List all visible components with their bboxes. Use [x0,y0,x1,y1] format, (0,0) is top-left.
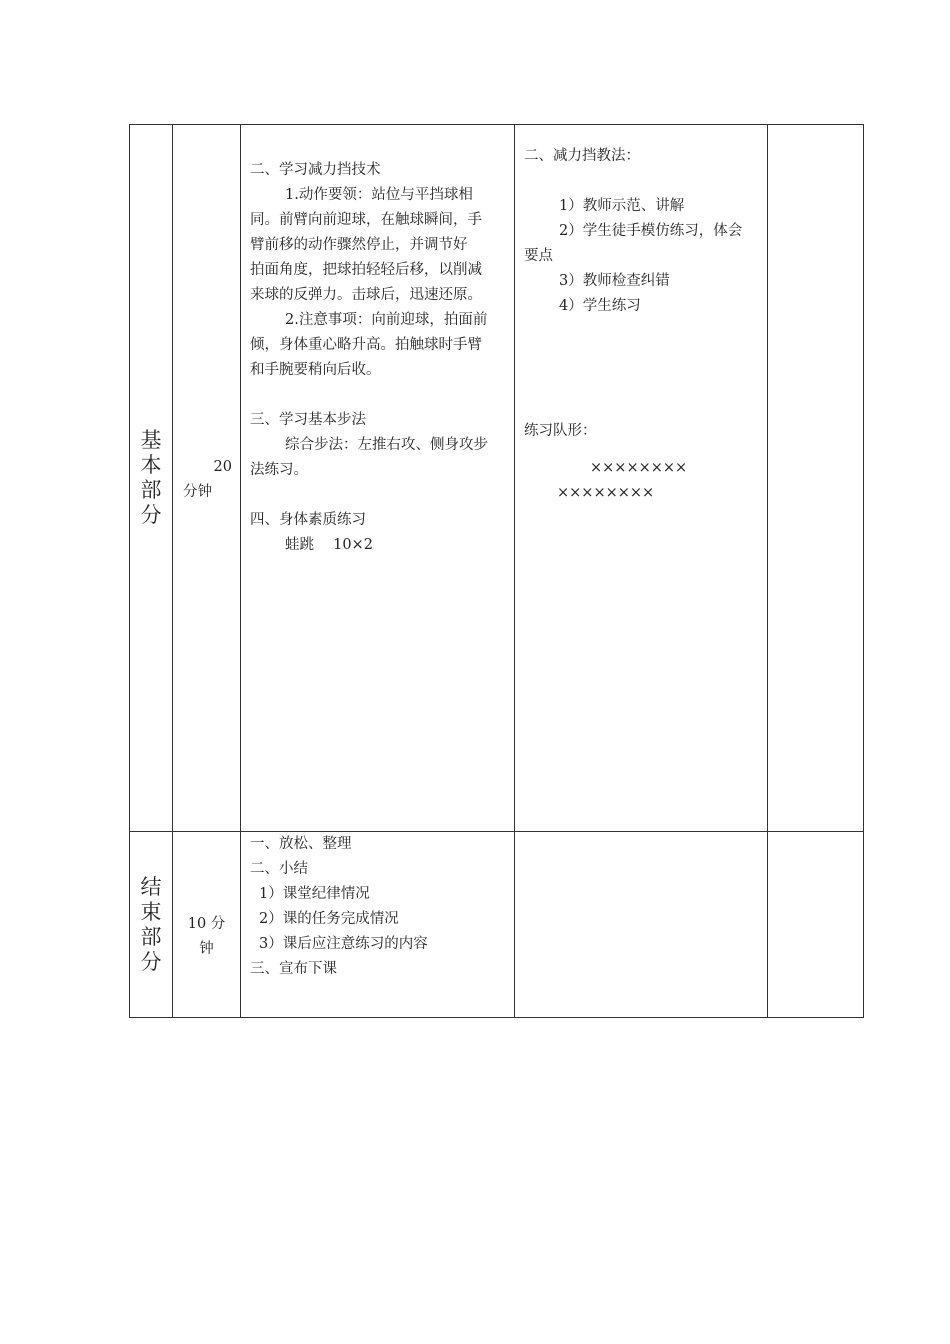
content-line: 综合步法：左推右攻、侧身攻步 [285,437,488,453]
section-char: 部 [140,924,162,949]
content-cell [241,125,515,832]
section-label-end [130,832,172,1017]
content-line: 臂前移的动作骤然停止，并调节好 [250,237,468,253]
method-item: 2）学生徒手模仿练习，体会 [559,223,743,239]
basic-section-row [130,125,864,832]
time-unit: 分钟 [183,484,212,500]
content-line: 1.动作要领：站位与平挡球相 [285,187,473,203]
content-line: 2.注意事项：向前迎球，拍面前 [285,312,488,328]
time-value: 10 分 [187,916,226,932]
content-line: 同。前臂向前迎球，在触球瞬间，手 [250,212,482,228]
section-char: 结 [140,874,162,899]
method-item: 1）教师示范、讲解 [559,198,685,214]
content-line: 来球的反弹力。击球后，迅速还原。 [250,287,482,303]
content-line: 法练习。 [250,462,308,478]
content-heading: 二、学习减力挡技术 [250,162,381,178]
method-cell [515,832,768,1018]
formation-row: ×××××××× [557,485,655,501]
content-line: 3）课后应注意练习的内容 [259,936,428,952]
content-line: 和手腕要稍向后收。 [250,362,381,378]
content-line: 拍面角度，把球拍轻轻后移，以削减 [250,262,482,278]
section-char: 本 [140,453,162,477]
section-label-basic [130,125,172,831]
section-label-cell [130,832,173,1018]
content-line: 二、小结 [250,861,308,877]
method-item: 4）学生练习 [559,298,641,314]
content-line: 三、宣布下课 [250,961,337,977]
content-line: 蛙跳 10×2 [285,537,373,553]
section-char: 束 [140,899,162,924]
content-cell [241,832,515,1018]
notes-cell [768,832,864,1018]
time-cell [173,832,241,1018]
time-unit: 钟 [199,941,214,957]
content-line: 一、放松、整理 [250,836,352,852]
content-line: 1）课堂纪律情况 [259,886,370,902]
formation-row: ×××××××× [590,460,688,476]
content-heading: 四、身体素质练习 [250,512,366,528]
section-char: 分 [140,949,162,974]
section-char: 部 [140,478,162,502]
section-label-cell [130,125,173,832]
method-heading: 二、减力挡教法： [524,148,640,164]
content-line: 2）课的任务完成情况 [259,911,399,927]
formation-heading: 练习队形： [524,423,597,439]
method-item-cont: 要点 [524,248,553,264]
method-cell [515,125,768,832]
notes-cell [768,125,864,832]
section-char: 分 [140,503,162,527]
method-item: 3）教师检查纠错 [559,273,670,289]
content-heading: 三、学习基本步法 [250,412,366,428]
content-line: 倾，身体重心略升高。拍触球时手臂 [250,337,482,353]
section-char: 基 [140,428,162,452]
lesson-plan-table [129,124,864,1018]
time-cell [173,125,241,832]
end-section-row [130,832,864,1018]
time-value: 20 [213,459,232,475]
